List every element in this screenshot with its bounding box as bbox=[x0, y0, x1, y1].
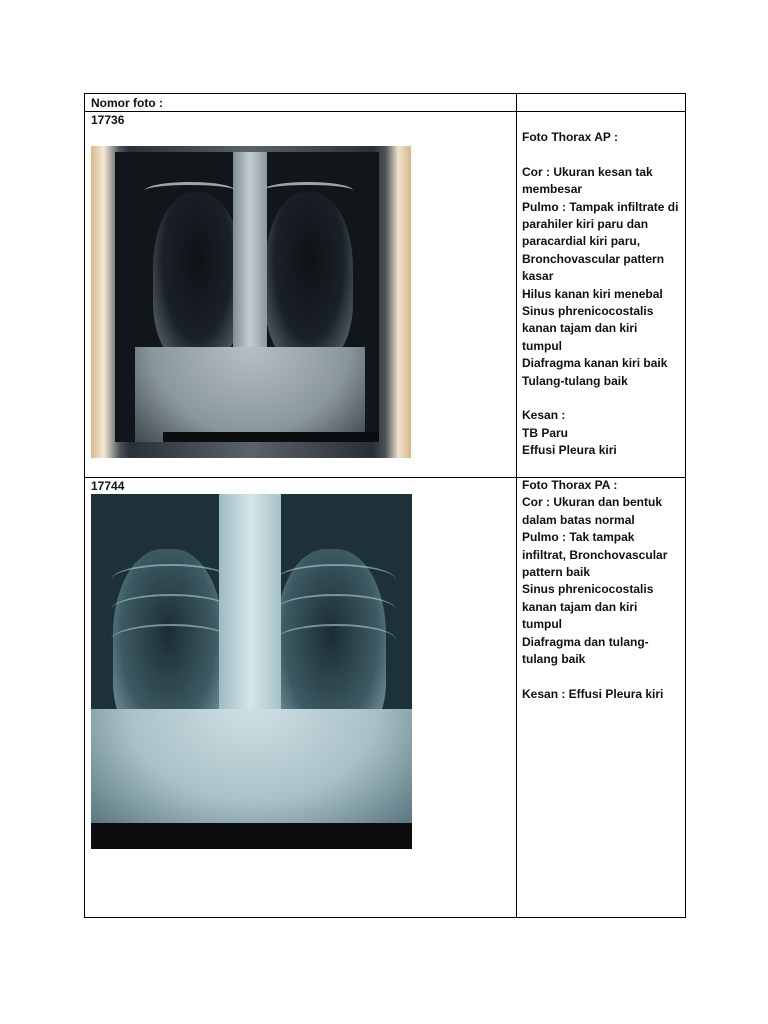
report-line: tumpul bbox=[522, 617, 562, 632]
report-table bbox=[84, 93, 686, 918]
report-line: parahiler kiri paru dan bbox=[522, 217, 649, 232]
report-line: Diafragma dan tulang- bbox=[522, 634, 649, 649]
report-line: Cor : Ukuran dan bentuk bbox=[522, 495, 663, 510]
report-line: TB Paru bbox=[522, 425, 569, 440]
chest-xray-ap-image bbox=[91, 146, 411, 458]
xray-label-plate bbox=[91, 823, 412, 849]
report-line: Diafragma kanan kiri baik bbox=[522, 356, 668, 371]
report-line: infiltrat, Bronchovascular bbox=[522, 547, 668, 562]
report-findings bbox=[522, 129, 684, 460]
report-line: kanan tajam dan kiri bbox=[522, 321, 638, 336]
report-line bbox=[522, 146, 684, 163]
report-line: dalam batas normal bbox=[522, 512, 635, 527]
report-line: Bronchovascular pattern bbox=[522, 251, 665, 266]
report-line: pattern baik bbox=[522, 565, 591, 580]
photo-number-header: Nomor foto : bbox=[91, 96, 163, 110]
xray-label-plate bbox=[163, 432, 379, 442]
report-line bbox=[522, 668, 684, 685]
report-line: Sinus phrenicocostalis bbox=[522, 304, 654, 319]
report-line: Cor : Ukuran kesan tak bbox=[522, 164, 653, 179]
report-line: membesar bbox=[522, 182, 583, 197]
report-line: Kesan : bbox=[522, 408, 566, 423]
column-divider bbox=[516, 94, 517, 917]
report-line: Sinus phrenicocostalis bbox=[522, 582, 654, 597]
xray-film bbox=[115, 152, 379, 442]
row-divider bbox=[85, 111, 685, 112]
report-line: paracardial kiri paru, bbox=[522, 234, 641, 249]
chest-xray-pa-image bbox=[91, 494, 412, 849]
report-line: Hilus kanan kiri menebal bbox=[522, 286, 663, 301]
photo-number: 17736 bbox=[91, 113, 125, 127]
report-line bbox=[522, 390, 684, 407]
report-line: kasar bbox=[522, 269, 554, 284]
report-line: Foto Thorax AP : bbox=[522, 130, 618, 144]
report-line: Kesan : Effusi Pleura kiri bbox=[522, 686, 664, 701]
report-line: tulang baik bbox=[522, 652, 586, 667]
report-line: kanan tajam dan kiri bbox=[522, 599, 638, 614]
report-findings bbox=[522, 477, 684, 703]
report-line: Tulang-tulang baik bbox=[522, 373, 628, 388]
report-line: Pulmo : Tampak infiltrate di bbox=[522, 199, 679, 214]
report-line: Foto Thorax PA : bbox=[522, 478, 618, 492]
report-line: tumpul bbox=[522, 338, 562, 353]
photo-number: 17744 bbox=[91, 479, 125, 493]
report-line: Pulmo : Tak tampak bbox=[522, 530, 635, 545]
report-line: Effusi Pleura kiri bbox=[522, 443, 617, 458]
